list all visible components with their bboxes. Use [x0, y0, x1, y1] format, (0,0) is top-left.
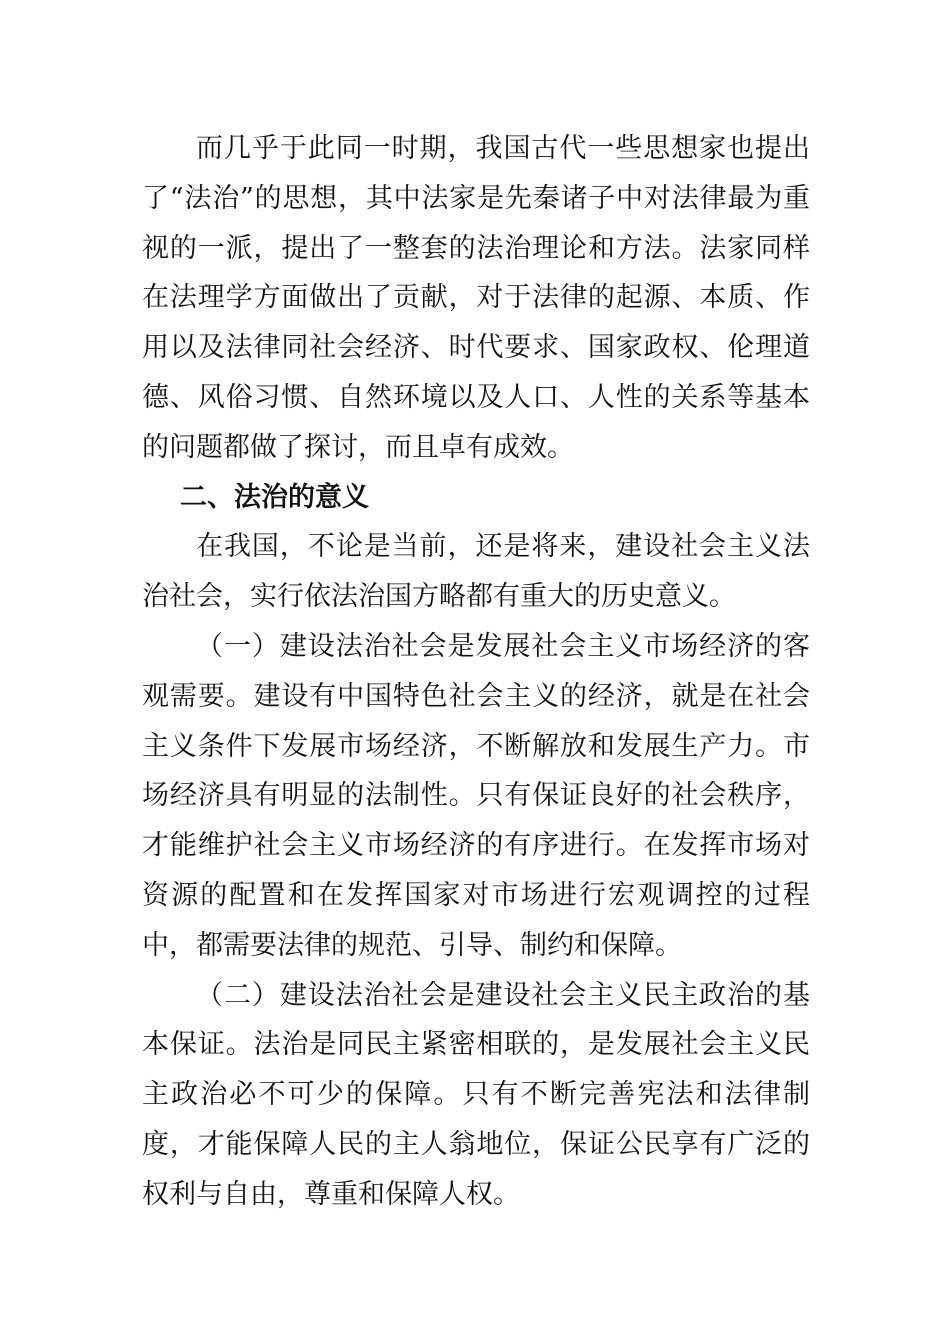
- paragraph-democratic-politics-guarantee: （二）建设法治社会是建设社会主义民主政治的基本保证。法治是同民主紧密相联的，是发展社会主义民主政治必不可少的保障。只有不断完善宪法和法律制度，才能保障人民的主人翁地位，保证公民享有广泛的权利与自由，尊重和保障人权。: [142, 979, 810, 1210]
- paragraph-market-economy-need: （一）建设法治社会是发展社会主义市场经济的客观需要。建设有中国特色社会主义的经济，就是在社会主义条件下发展市场经济，不断解放和发展生产力。市场经济具有明显的法制性。只有保证良好的社会秩序，才能维护社会主义市场经济的有序进行。在发挥市场对资源的配置和在发挥国家对市场进行宏观调控的过程中，都需要法律的规范、引导、制约和保障。: [142, 630, 810, 961]
- paragraph-historical-significance: 在我国，不论是当前，还是将来，建设社会主义法治社会，实行依法治国方略都有重大的历史意义。: [142, 531, 810, 613]
- document-body: [142, 124, 810, 1220]
- section-heading-meaning-of-rule-of-law: 二、法治的意义: [180, 481, 369, 513]
- paragraph-fajia-rule-of-law: 而几乎于此同一时期，我国古代一些思想家也提出了“法治”的思想，其中法家是先秦诸子中对法律最为重视的一派，提出了一整套的法治理论和方法。法家同样在法理学方面做出了贡献，对于法律的起源、本质、作用以及法律同社会经济、时代要求、国家政权、伦理道德、风俗习惯、自然环境以及人口、人性的关系等基本的问题都做了探讨，而且卓有成效。: [142, 133, 810, 463]
